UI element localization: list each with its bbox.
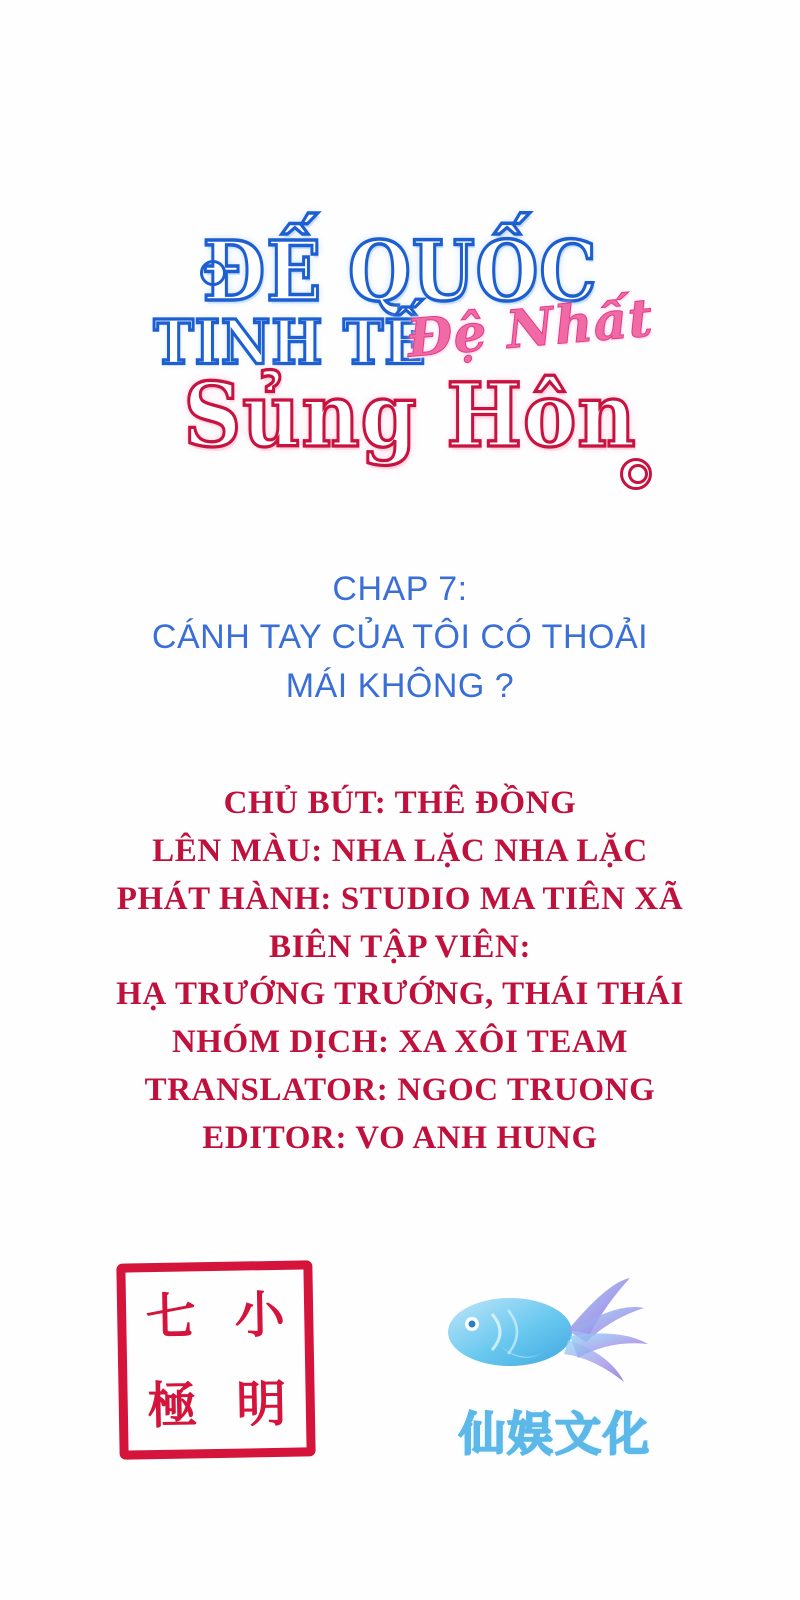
decorative-swirl-blue-icon: [200, 260, 226, 286]
credit-line-translator: TRANSLATOR: NGOC TRUONG: [144, 1072, 656, 1109]
credit-line-bien-tap-vien: BIÊN TẬP VIÊN:: [268, 928, 532, 965]
credit-line-phat-hanh: PHÁT HÀNH: STUDIO MA TIÊN XÃ: [116, 880, 684, 917]
chapter-line-2: CÁNH TAY CỦA TÔI CÓ THOẢI: [151, 618, 649, 657]
title-line-de-quoc: ĐẾ QUỐC: [202, 221, 598, 320]
seal-char-1: 七: [145, 1285, 197, 1346]
credit-line-len-mau: LÊN MÀU: NHA LẶC NHA LẶC: [152, 832, 648, 869]
red-seal-stamp: [116, 1260, 315, 1459]
studio-logo: [400, 1270, 710, 1470]
chapter-line-3: MÁI KHÔNG ?: [285, 666, 515, 705]
fish-icon: [400, 1270, 710, 1400]
seal-char-3: 極: [146, 1374, 198, 1435]
credit-line-bien-tap-names: HẠ TRƯỚNG TRƯỚNG, THÁI THÁI: [116, 976, 684, 1013]
credits-block: [0, 780, 800, 1163]
credit-line-editor: EDITOR: VO ANH HUNG: [202, 1119, 598, 1156]
chapter-heading: [0, 565, 800, 710]
studio-name-text: 仙娱文化: [459, 1407, 651, 1461]
series-title-logo: [0, 200, 800, 500]
decorative-swirl-inner-icon: [628, 464, 648, 484]
credit-line-chu-but: CHỦ BÚT: THÊ ĐỒNG: [223, 785, 577, 821]
title-line-de-nhat: Đệ Nhất: [404, 287, 656, 370]
credit-line-nhom-dich: NHÓM DỊCH: XA XÔI TEAM: [171, 1024, 629, 1061]
seal-char-4: 明: [235, 1373, 287, 1434]
chapter-line-1: CHAP 7:: [332, 570, 468, 608]
title-line-sung-hon: Sủng Hôn: [183, 363, 637, 467]
seal-char-2: 小: [234, 1284, 286, 1345]
title-line-tinh-te: TINH TẾ: [153, 306, 427, 378]
